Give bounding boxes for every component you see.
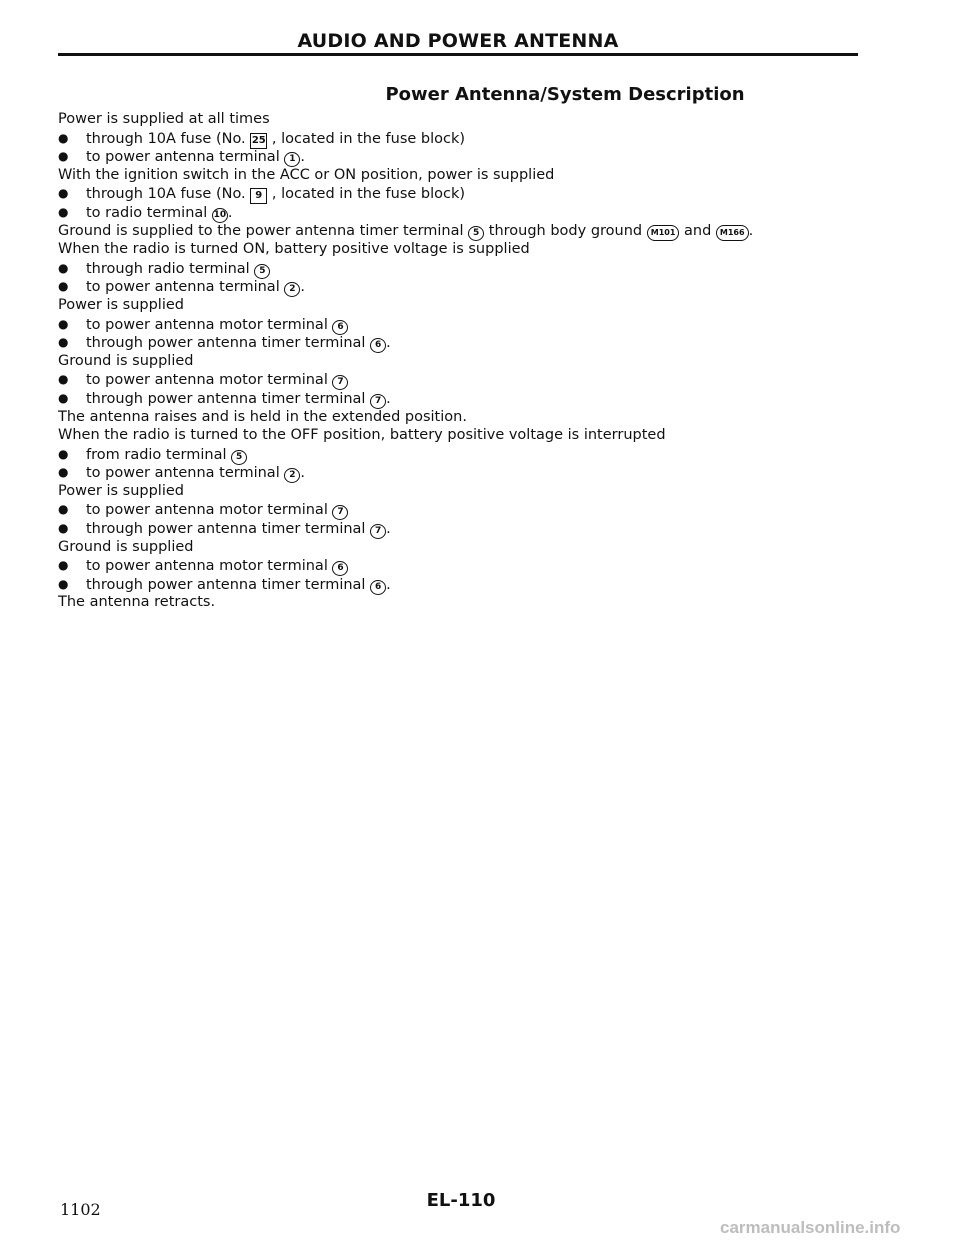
- header-rule: [58, 53, 858, 56]
- bullet-icon: ●: [58, 502, 69, 517]
- body-ground-symbol: M166: [716, 225, 749, 241]
- bullet-line: [58, 556, 858, 575]
- bullet-line: [58, 147, 858, 166]
- terminal-number-circle: 7: [370, 394, 386, 409]
- text-line: [58, 482, 858, 501]
- line-text: Ground is supplied: [58, 352, 194, 369]
- terminal-number-circle: 2: [284, 468, 300, 483]
- terminal-number-circle: 6: [370, 580, 386, 595]
- body-ground-symbol: M101: [647, 225, 680, 241]
- text-line: [58, 408, 858, 427]
- bullet-line: [58, 129, 858, 148]
- text-line: [58, 166, 858, 185]
- line-text: to power antenna terminal: [86, 149, 285, 166]
- line-text: through power antenna timer terminal: [86, 576, 371, 593]
- line-text: to power antenna motor terminal: [86, 316, 333, 333]
- bullet-line: [58, 500, 858, 519]
- line-text: and: [679, 222, 716, 239]
- text-line: [58, 240, 858, 259]
- bullet-line: [58, 333, 858, 352]
- bullet-icon: ●: [58, 465, 69, 480]
- line-text: to power antenna motor terminal: [86, 558, 333, 575]
- terminal-number-circle: 6: [370, 338, 386, 353]
- terminal-number-circle: 1: [284, 152, 300, 167]
- line-text: With the ignition switch in the ACC or ON position, power is supplied: [58, 166, 555, 183]
- line-text: Ground is supplied to the power antenna timer terminal: [58, 222, 469, 239]
- line-text: through radio terminal: [86, 260, 255, 277]
- text-line: [58, 426, 858, 445]
- line-text: through 10A fuse (No.: [86, 186, 251, 203]
- bullet-icon: ●: [58, 558, 69, 573]
- line-text: .: [227, 204, 233, 221]
- text-line: [58, 352, 858, 371]
- terminal-number-circle: 7: [370, 524, 386, 539]
- line-text: to power antenna motor terminal: [86, 372, 333, 389]
- bullet-icon: ●: [58, 279, 69, 294]
- description-body: [58, 110, 858, 612]
- text-line: [58, 296, 858, 315]
- terminal-number-circle: 7: [332, 505, 348, 520]
- line-text: .: [748, 222, 754, 239]
- bullet-line: [58, 370, 858, 389]
- line-text: through 10A fuse (No.: [86, 130, 251, 147]
- line-text: through power antenna timer terminal: [86, 390, 371, 407]
- page-header-title: AUDIO AND POWER ANTENNA: [297, 30, 619, 52]
- line-text: .: [300, 149, 305, 166]
- section-page-code: EL-110: [426, 1190, 496, 1211]
- bullet-icon: ●: [58, 521, 69, 536]
- terminal-number-circle: 7: [332, 375, 348, 390]
- page-number: 1102: [60, 1200, 101, 1219]
- bullet-icon: ●: [58, 204, 69, 219]
- line-text: from radio terminal: [86, 446, 232, 463]
- line-text: Ground is supplied: [58, 538, 194, 555]
- terminal-number-circle: 6: [332, 561, 348, 576]
- terminal-number-circle: 5: [468, 226, 484, 241]
- terminal-number-circle: 2: [284, 282, 300, 297]
- bullet-icon: ●: [58, 149, 69, 164]
- bullet-line: [58, 463, 858, 482]
- terminal-number-circle: 6: [332, 320, 348, 335]
- bullet-line: [58, 389, 858, 408]
- line-text: .: [386, 335, 391, 352]
- line-text: When the radio is turned to the OFF position, battery positive voltage is interrupted: [58, 427, 666, 444]
- terminal-number-circle: 5: [254, 264, 270, 279]
- line-text: .: [386, 521, 391, 538]
- line-text: The antenna raises and is held in the extended position.: [58, 408, 467, 425]
- bullet-line: [58, 575, 858, 594]
- text-line: [58, 222, 858, 241]
- line-text: to power antenna motor terminal: [86, 502, 333, 519]
- line-text: , located in the fuse block): [267, 130, 466, 147]
- line-text: .: [300, 465, 305, 482]
- bullet-icon: ●: [58, 316, 69, 331]
- bullet-icon: ●: [58, 390, 69, 405]
- line-text: When the radio is turned ON, battery positive voltage is supplied: [58, 241, 530, 258]
- fuse-number-box: 25: [250, 133, 267, 149]
- terminal-number-circle: 10: [212, 208, 228, 223]
- bullet-line: [58, 277, 858, 296]
- terminal-number-circle: 5: [231, 450, 247, 465]
- line-text: to power antenna terminal: [86, 279, 285, 296]
- bullet-line: [58, 315, 858, 334]
- bullet-line: [58, 259, 858, 278]
- line-text: .: [386, 576, 391, 593]
- bullet-line: [58, 203, 858, 222]
- bullet-line: [58, 519, 858, 538]
- text-line: [58, 593, 858, 612]
- line-text: .: [386, 390, 391, 407]
- bullet-icon: ●: [58, 335, 69, 350]
- watermark: carmanualsonline.info: [720, 1218, 901, 1237]
- bullet-line: [58, 184, 858, 203]
- line-text: .: [300, 279, 305, 296]
- bullet-icon: ●: [58, 372, 69, 387]
- line-text: through body ground: [484, 222, 647, 239]
- bullet-icon: ●: [58, 130, 69, 145]
- line-text: through power antenna timer terminal: [86, 521, 371, 538]
- line-text: through power antenna timer terminal: [86, 335, 371, 352]
- line-text: Power is supplied: [58, 296, 184, 313]
- section-title: Power Antenna/System Description: [385, 84, 745, 105]
- bullet-icon: ●: [58, 446, 69, 461]
- fuse-number-box: 9: [250, 188, 267, 204]
- bullet-line: [58, 445, 858, 464]
- bullet-icon: ●: [58, 576, 69, 591]
- bullet-icon: ●: [58, 260, 69, 275]
- text-line: [58, 110, 858, 129]
- line-text: Power is supplied at all times: [58, 111, 270, 127]
- text-line: [58, 538, 858, 557]
- line-text: to power antenna terminal: [86, 465, 285, 482]
- line-text: to radio terminal: [86, 204, 212, 221]
- line-text: The antenna retracts.: [58, 594, 216, 611]
- line-text: , located in the fuse block): [267, 186, 466, 203]
- line-text: Power is supplied: [58, 482, 184, 499]
- bullet-icon: ●: [58, 186, 69, 201]
